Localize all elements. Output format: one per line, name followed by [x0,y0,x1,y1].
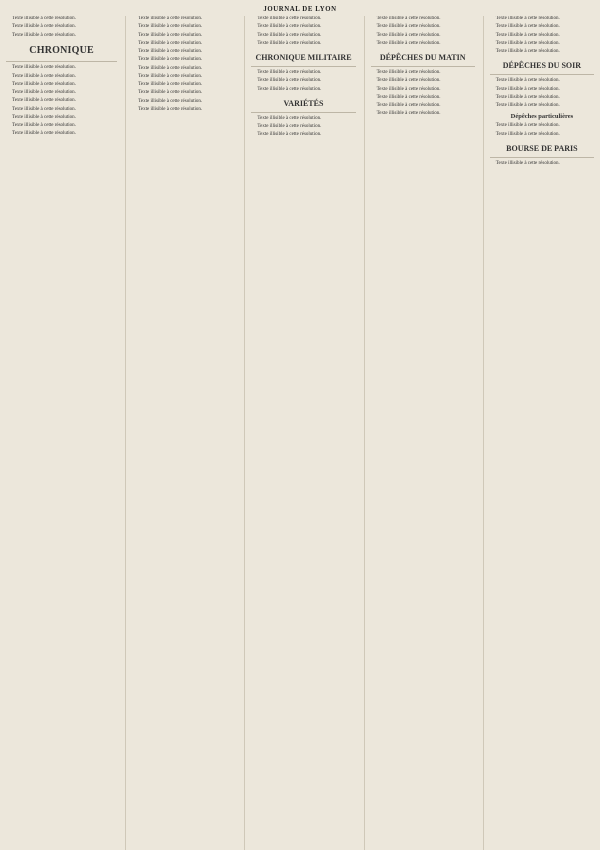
paragraph: Texte illisible à cette résolution. [138,24,203,30]
section-subheading: DÉPÊCHES DU MATIN [379,53,466,62]
paragraph: Texte illisible à cette résolution. [376,78,441,84]
paragraph: Texte illisible à cette résolution. [376,16,441,21]
paragraph: Texte illisible à cette résolution. [12,123,76,128]
paragraph: Texte illisible à cette résolution. [12,16,76,21]
paragraph: Texte illisible à cette résolution. [138,90,203,96]
paragraph: Texte illisible à cette résolution. [138,98,203,104]
paragraph: Texte illisible à cette résolution. [376,103,441,108]
paragraph: Texte illisible à cette résolution. [495,40,560,46]
paragraph: Texte illisible à cette résolution. [12,32,76,38]
paragraph: Texte illisible à cette résolution. [376,70,441,75]
paragraph: Texte illisible à cette résolution. [12,131,76,137]
section-subheading: VARIÉTÉS [283,98,324,108]
paragraph: Texte illisible à cette résolution. [257,32,322,38]
section-smallheading: Dépêches particulières [510,113,574,121]
column-5 [483,16,594,850]
divider [6,61,117,62]
paragraph: Texte illisible à cette résolution. [257,70,322,75]
divider [371,66,475,67]
paragraph: Texte illisible à cette résolution. [138,82,203,87]
columns [6,16,594,850]
paragraph: Texte illisible à cette résolution. [257,78,322,84]
section-subheading: CHRONIQUE MILITAIRE [255,53,352,62]
divider [251,112,355,113]
paragraph: Texte illisible à cette résolution. [138,65,203,71]
paragraph: Texte illisible à cette résolution. [376,111,441,117]
paragraph: Texte illisible à cette résolution. [12,65,76,71]
paragraph: Texte illisible à cette résolution. [257,124,322,129]
paragraph: Texte illisible à cette résolution. [138,32,203,38]
paragraph: Texte illisible à cette résolution. [12,90,76,95]
paragraph: Texte illisible à cette résolution. [12,81,76,87]
divider [490,74,594,75]
paragraph: Texte illisible à cette résolution. [495,32,560,38]
paragraph: Texte illisible à cette résolution. [376,24,441,30]
paragraph: Texte illisible à cette résolution. [257,115,322,121]
paragraph: Texte illisible à cette résolution. [12,98,76,104]
paragraph: Texte illisible à cette résolution. [138,106,203,112]
masthead: JOURNAL DE LYON [263,6,337,13]
paragraph: Texte illisible à cette résolution. [138,73,203,79]
column-1 [6,16,117,850]
paragraph: Texte illisible à cette résolution. [495,131,560,137]
paragraph: Texte illisible à cette résolution. [376,94,441,100]
paragraph: Texte illisible à cette résolution. [138,49,203,54]
paragraph: Texte illisible à cette résolution. [12,73,76,79]
paragraph: Texte illisible à cette résolution. [495,86,560,92]
column-4 [364,16,475,850]
section-subheading: DÉPÊCHES DU SOIR [502,61,582,71]
paragraph: Texte illisible à cette résolution. [12,24,76,30]
paragraph: Texte illisible à cette résolution. [495,160,560,166]
paragraph: Texte illisible à cette résolution. [495,24,560,30]
paragraph: Texte illisible à cette résolution. [495,103,560,108]
column-2 [125,16,236,850]
paragraph: Texte illisible à cette résolution. [495,49,560,54]
paragraph: Texte illisible à cette résolution. [376,32,441,38]
column-3 [244,16,355,850]
section-heading: CHRONIQUE [29,44,94,56]
paragraph: Texte illisible à cette résolution. [12,114,76,120]
paragraph: Texte illisible à cette résolution. [138,16,203,21]
paragraph: Texte illisible à cette résolution. [12,106,76,112]
paragraph: Texte illisible à cette résolution. [495,78,560,84]
paragraph: Texte illisible à cette résolution. [257,24,322,30]
paragraph: Texte illisible à cette résolution. [495,123,560,129]
divider [490,157,594,158]
paragraph: Texte illisible à cette résolution. [257,40,322,46]
divider [251,66,355,67]
paragraph: Texte illisible à cette résolution. [495,16,560,21]
paragraph: Texte illisible à cette résolution. [138,40,203,46]
section-subheading: BOURSE DE PARIS [506,143,578,153]
paragraph: Texte illisible à cette résolution. [138,57,203,63]
paragraph: Texte illisible à cette résolution. [495,94,560,100]
paragraph: Texte illisible à cette résolution. [257,16,322,21]
paragraph: Texte illisible à cette résolution. [376,40,441,46]
paragraph: Texte illisible à cette résolution. [257,132,322,138]
paragraph: Texte illisible à cette résolution. [376,86,441,92]
paragraph: Texte illisible à cette résolution. [257,86,322,92]
